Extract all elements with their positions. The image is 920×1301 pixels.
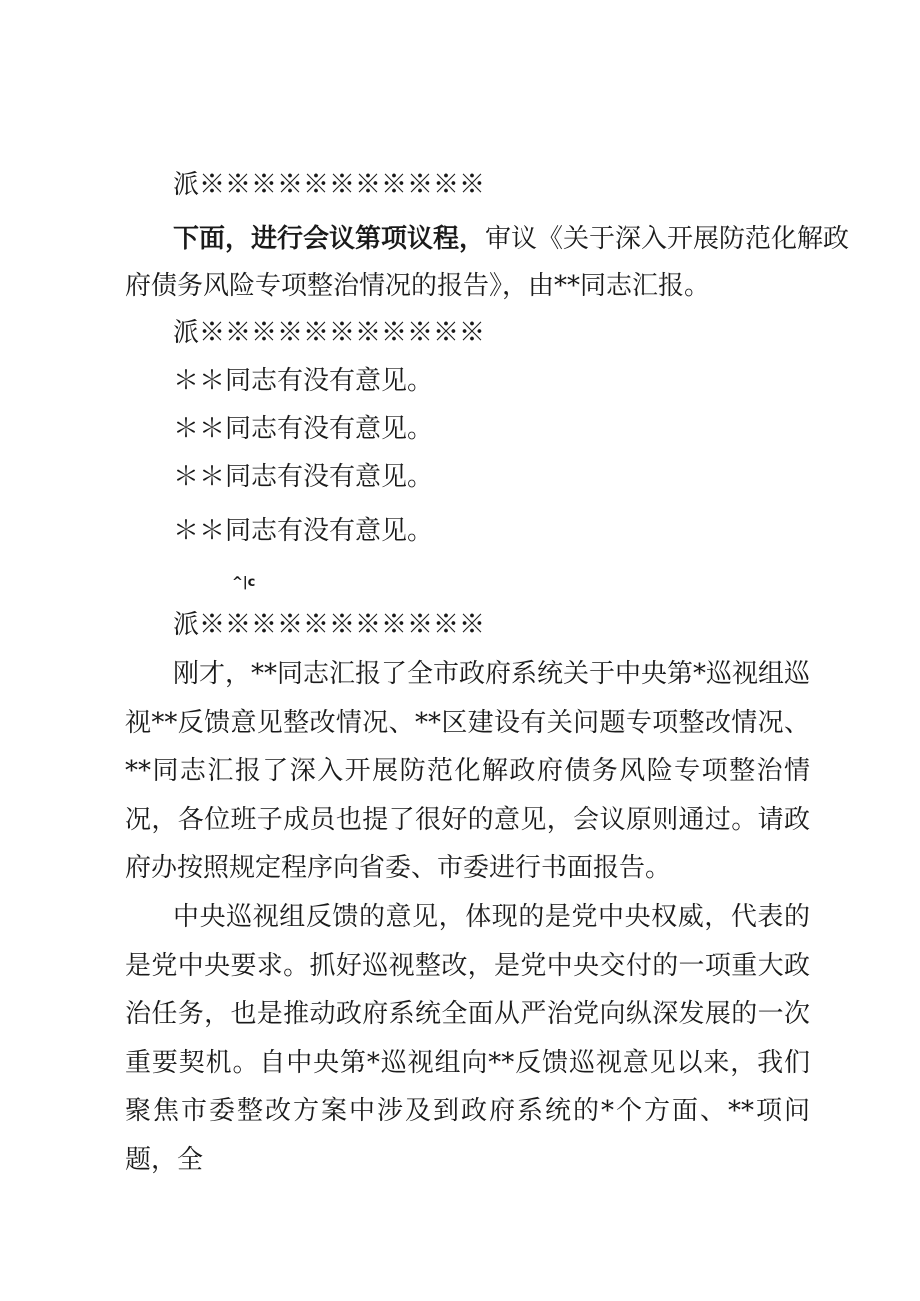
separator-line-1: 派※※※※※※※※※※※ bbox=[173, 170, 486, 200]
paragraph-2: 中央巡视组反馈的意见，体现的是党中央权威，代表的是党中央要求。抓好巡视整改，是党中央交付的一项重大政治任务，也是推动政府系统全面从严治党向纵深发展的一次重要契机。自中央第*巡视组向**反馈巡视意见以来，我们聚焦市委整改方案中涉及到政府系统的*个方面、**项问题，全 bbox=[125, 902, 810, 1175]
opinion-line-1: ＊＊同志有没有意见。 bbox=[173, 366, 434, 396]
opinion-line-2: ＊＊同志有没有意见。 bbox=[173, 414, 434, 444]
agenda-line-2: 府债务风险专项整治情况的报告》，由**同志汇报。 bbox=[125, 271, 711, 301]
separator-line-3: 派※※※※※※※※※※※ bbox=[173, 610, 486, 640]
agenda-rest-text: 审议《关于深入开展防范化解政 bbox=[485, 224, 850, 254]
separator-line-2: 派※※※※※※※※※※※ bbox=[173, 318, 486, 348]
small-mark: ^|c bbox=[232, 575, 256, 590]
opinion-line-4: ＊＊同志有没有意见。 bbox=[173, 516, 434, 546]
paragraph-1: 刚才，**同志汇报了全市政府系统关于中央第*巡视组巡视**反馈意见整改情况、**区建设有关问题专项整改情况、**同志汇报了深入开展防范化解政府债务风险专项整治情况，各位班子成员也提了很好的意见，会议原则通过。请政府办按照规定程序向省委、市委进行书面报告。 bbox=[125, 659, 811, 883]
agenda-bold-text: 下面，进行会议第项议程， bbox=[173, 224, 486, 254]
agenda-line-1 bbox=[173, 224, 849, 254]
opinion-line-3: ＊＊同志有没有意见。 bbox=[173, 462, 434, 492]
